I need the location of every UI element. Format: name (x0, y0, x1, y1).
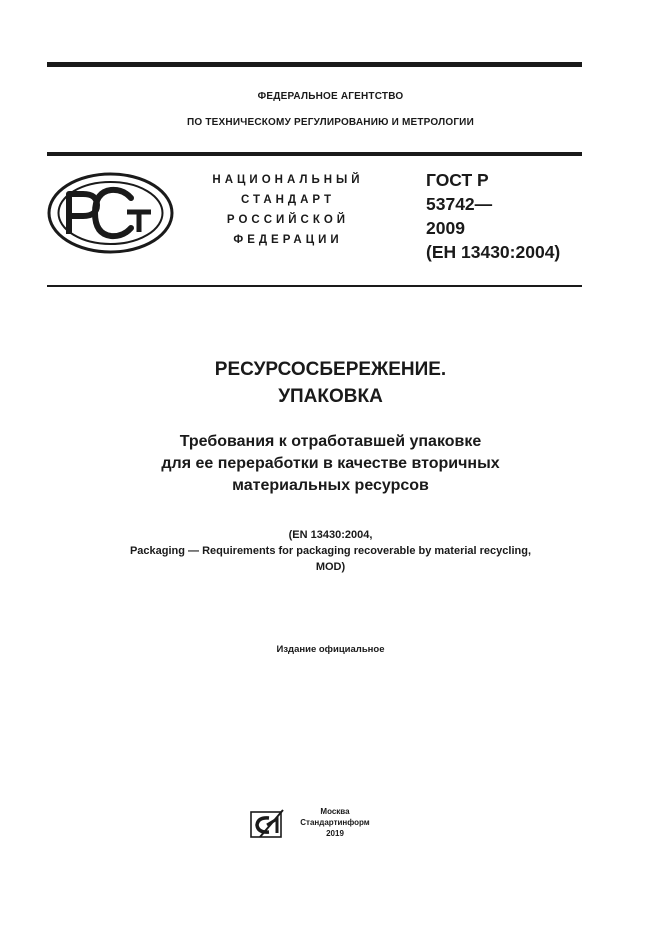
subtitle-line-3: материальных ресурсов (232, 477, 429, 494)
rst-certification-mark-icon (47, 172, 174, 254)
document-title-line-1: РЕСУРСОСБЕРЕЖЕНИЕ. (214, 359, 447, 380)
publisher-block (290, 806, 380, 839)
top-rule (47, 62, 582, 67)
en-standard-reference (0, 527, 661, 575)
subtitle-line-2: для ее переработки в качестве вторичных (161, 455, 500, 472)
national-standard-block (188, 170, 388, 250)
subtitle-line-1: Требования к отработавшей упаковке (179, 433, 482, 450)
en-reference-line-3: MOD) (315, 561, 346, 573)
national-standard-line-4: ФЕДЕРАЦИИ (233, 234, 343, 246)
agency-line-2: ПО ТЕХНИЧЕСКОМУ РЕГУЛИРОВАНИЮ И МЕТРОЛОГИИ (187, 117, 474, 128)
bottom-rule (47, 285, 582, 287)
middle-rule (47, 152, 582, 156)
standartinform-logo-icon (250, 809, 284, 839)
document-subtitle (0, 431, 661, 497)
designation-line-2: 53742— (426, 194, 493, 214)
national-standard-line-1: НАЦИОНАЛЬНЫЙ (212, 174, 364, 186)
designation-line-1: ГОСТ Р (426, 170, 489, 190)
designation-line-3: 2009 (426, 218, 465, 238)
national-standard-line-3: РОССИЙСКОЙ (226, 214, 350, 226)
en-reference-line-2: Packaging — Requirements for packaging recoverable by material recycling, (129, 545, 532, 557)
national-standard-line-2: СТАНДАРТ (241, 194, 335, 206)
designation-line-4: (ЕН 13430:2004) (426, 242, 561, 262)
publication-year: 2019 (326, 829, 344, 838)
en-reference-line-1: (EN 13430:2004, (288, 529, 373, 541)
document-title-line-2: УПАКОВКА (278, 386, 383, 407)
publisher-name: Стандартинформ (300, 818, 370, 827)
edition-note: Издание официальное (276, 644, 385, 655)
publisher-city: Москва (320, 807, 350, 816)
standard-designation (426, 168, 596, 264)
agency-line-1: ФЕДЕРАЛЬНОЕ АГЕНТСТВО (257, 91, 404, 102)
